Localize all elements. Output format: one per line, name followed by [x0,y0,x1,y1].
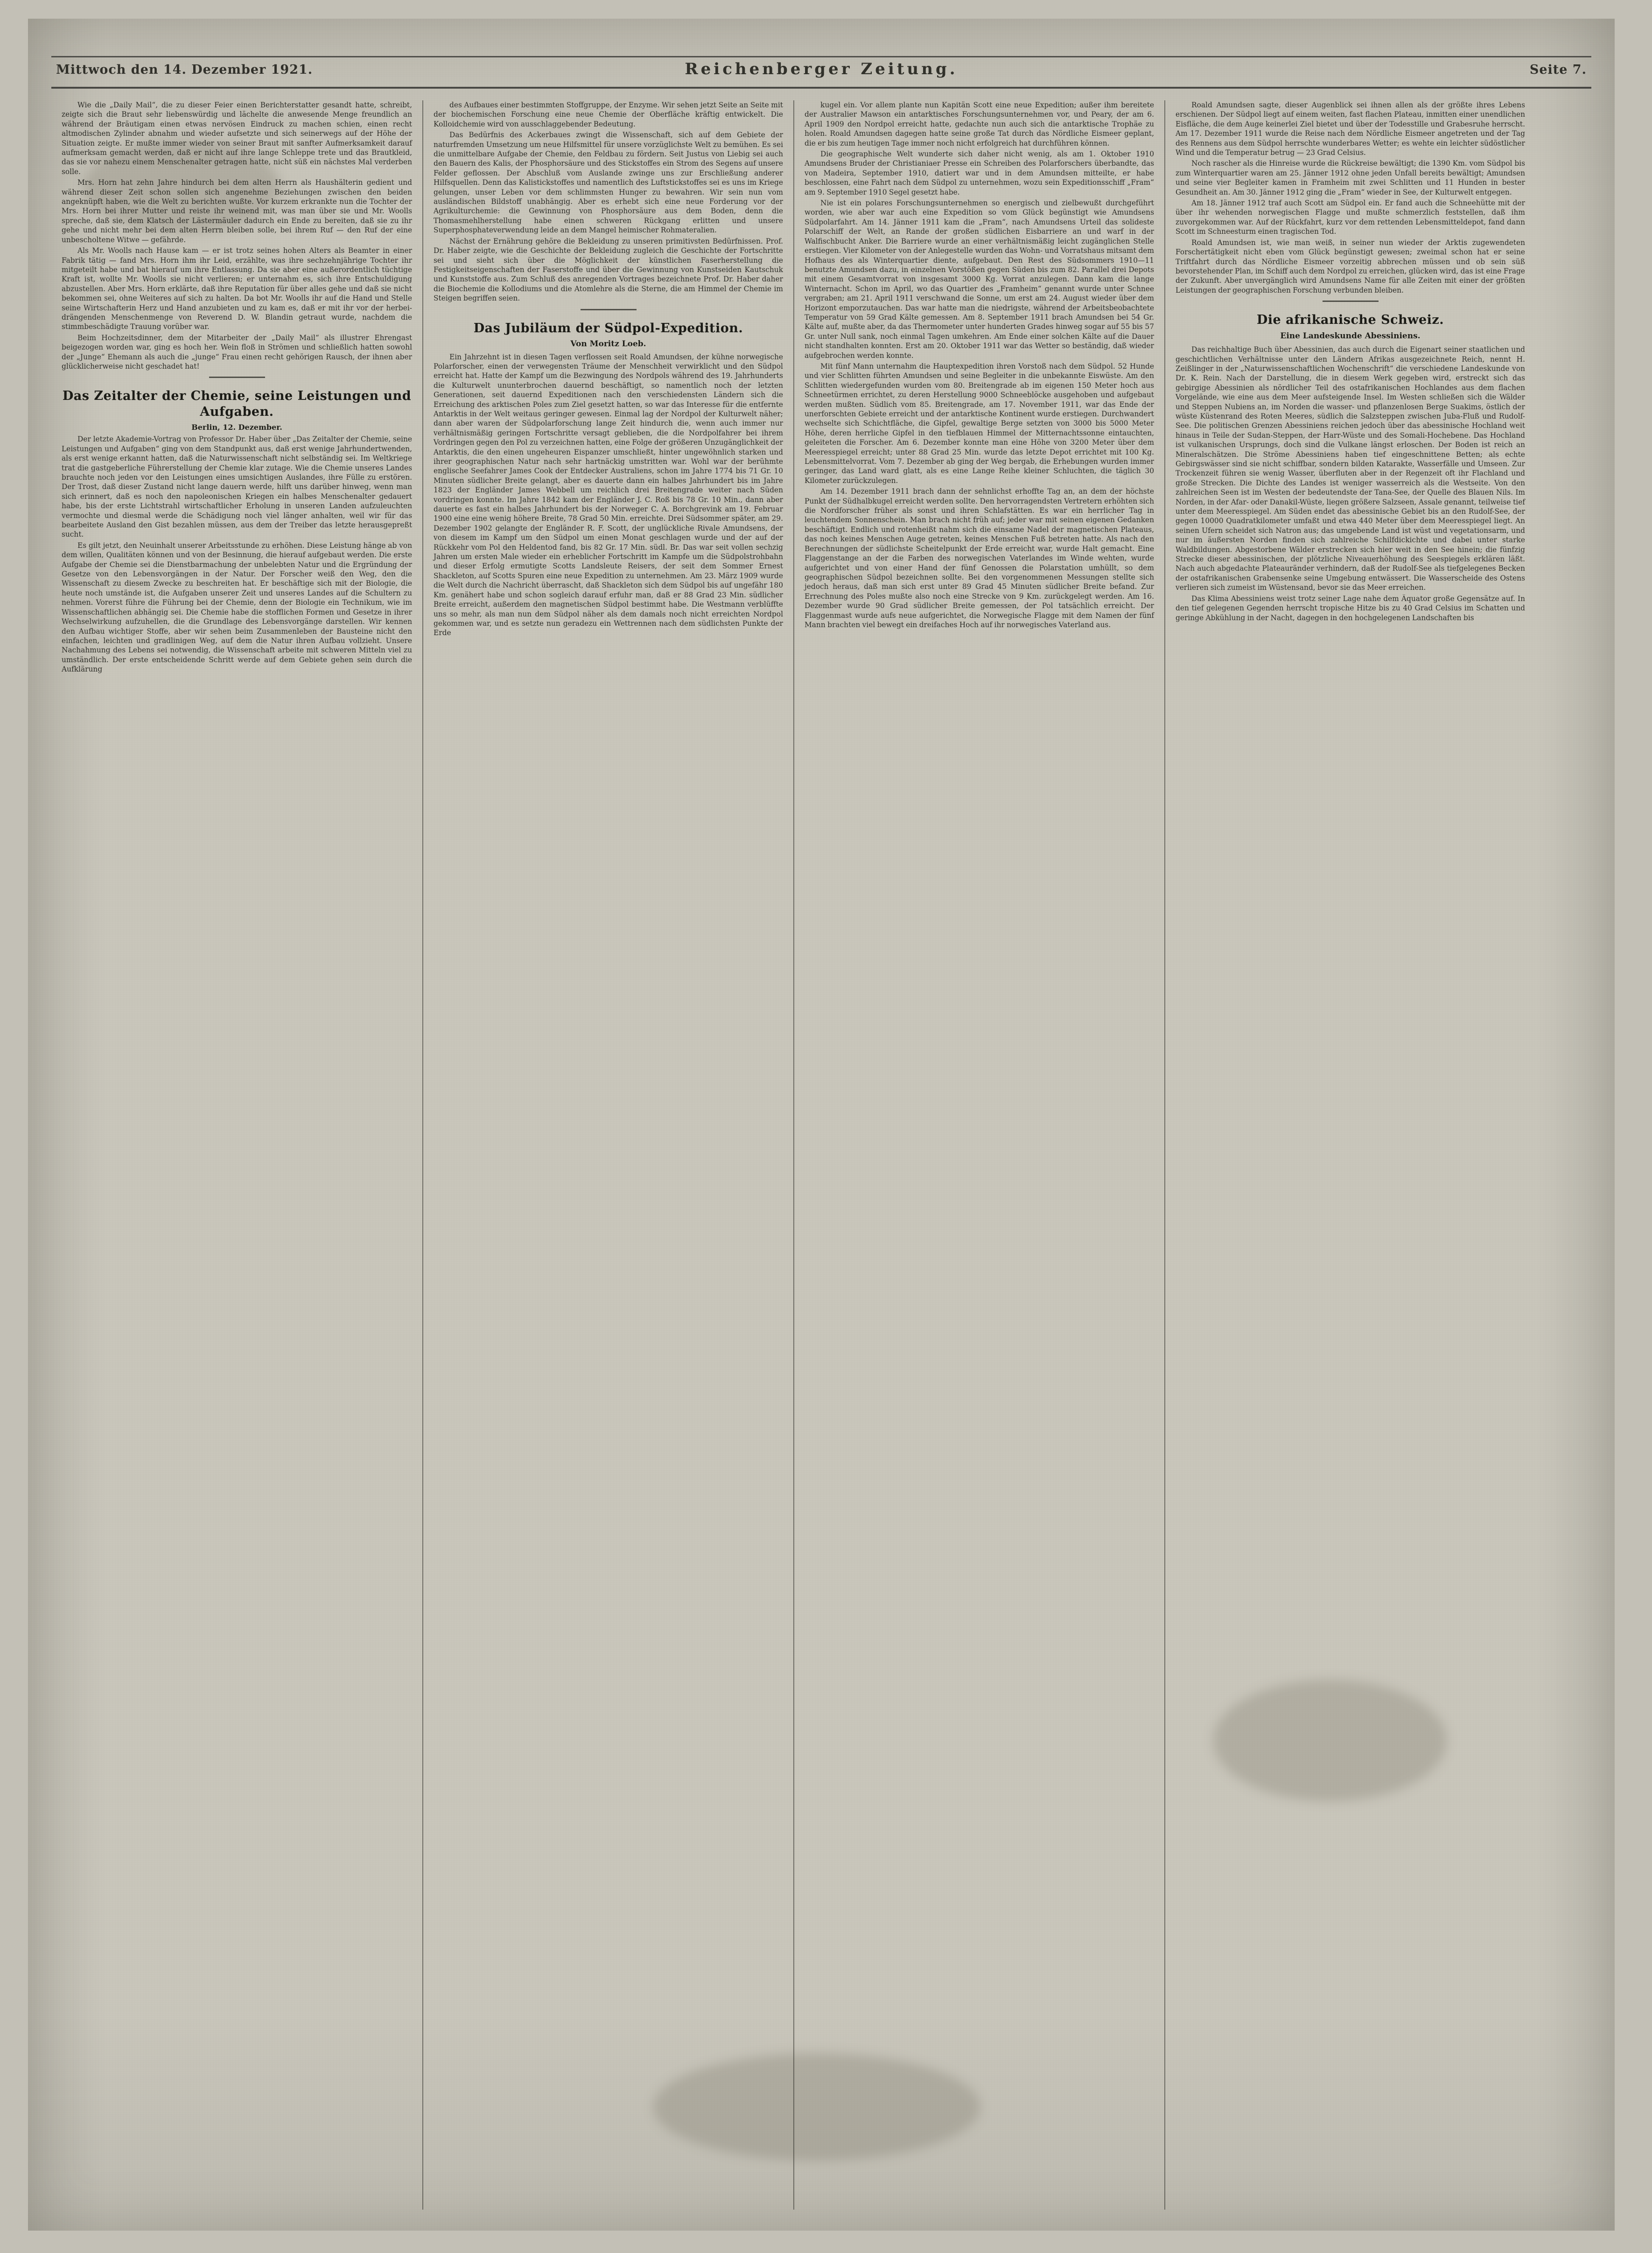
article-paragraph: Mrs. Horn hat zehn Jahre hindurch bei dem alten Herrn als Haushälterin gedient und während dieser Zeit schon sollen sich angenehme Beziehungen zwischen den beiden angeknüpft haben, wie die Welt zu berichten wußte. Vor kurzem erkrankte nun die Tochter der Mrs. Horn bei ihrer Mutter und reiste ihr weinend mit, was man über sie und Mr. Woolls spreche, daß sie, dem Klatsch der Lästermäuler dadurch ein Ende zu bereiten, daß sie zu ihr gehe und nicht mehr bei dem alten Herrn bleiben solle, bei ihrem Ruf — den Ruf der eine unbescholtene Witwe — gefährde. [62,178,412,244]
article-paragraph: Als Mr. Woolls nach Hause kam — er ist trotz seines hohen Alters als Beamter in einer Fabrik tätig — fand Mrs. Horn ihm ihr Leid, erzählte, was ihre sechzehnjährige Tochter ihr mitgeteilt habe und bat hierauf um ihre Entlassung. Da sie aber eine außerordentlich tüchtige Kraft ist, wollte Mr. Woolls sie nicht verlieren; er unternahm es, sich ihre Entschuldigung abzustellen. Aber Mrs. Horn erklärte, daß ihre Reputation für über alles gehe und daß sie nicht bekommen sei, ohne Weiteres auf sich zu halten. Da bot Mr. Woolls ihr auf die Hand und Stelle seine Wirtschafterin Herz und Hand anzubieten und zu kam es, daß er mit ihr vor der herbei-drängenden Menschenmenge von Reverend D. W. Blandin getraut wurde, nachdem die stimmbeschädigte Trauung vorüber war. [62,246,412,331]
article-paragraph: Das reichhaltige Buch über Abessinien, das auch durch die Eigenart seiner staatlichen und geschichtlichen Verhältnisse unter den Ländern Afrikas ausgezeichnete Reich, nennt H. Zeißlinger in der „Naturwissenschaftlichen Wochenschrift“ die verschiedene Landeskunde von Dr. K. Rein. Nach der Darstellung, die in diesem Werk gegeben wird, erstreckt sich das gebirgige Abessinien als nördlicher Teil des ostafrikanischen Hochlandes aus dem flachen Vorgelände, wie eine aus dem Meer aufsteigende Insel. Im Westen schließen sich die Wälder und Steppen Nubiens an, im Norden die wasser- und pflanzenlosen Berge Suakims, östlich der wüste Küstenrand des Roten Meeres, südlich die Salzsteppen zwischen Juba-Fluß und Rudolf-See. Die politischen Grenzen Abessiniens reichen jedoch über das abessinische Hochland weit hinaus in Teile der Sudan-Steppen, der Harr-Wüste und des Somali-Hochebene. Das Hochland ist vulkanischen Ursprungs, doch sind die Vulkane längst erloschen. Der Boden ist reich an Mineralschätzen. Die Ströme Abessiniens haben tief eingeschnittene Betten; als echte Gebirgswässer sind sie nicht schiffbar, sondern bilden Katarakte, Wasserfälle und Umseen. Zur Trockenzeit führen sie wenig Wasser, überfluten aber in der Regenzeit oft ihr Flachland und große Strecken. Die Dichte des Landes ist weniger wasserreich als die Westseite. Von den zahlreichen Seen ist im Westen der bedeutendste der Tana-See, der Quelle des Blauen Nils. Im Norden, in der Afar- oder Danakil-Wüste, liegen größere Salzseen, Assale genannt, teilweise tief unter dem Meeresspiegel. Am Süden endet das abessinische Gebiet bis an den Rudolf-See, der gegen 10000 Quadratkilometer umfaßt und etwa 440 Meter über dem Meeresspiegel liegt. An seinen Ufern scheidet sich Natron aus; das umgebende Land ist wüst und vegetationsarm, und nur im äußersten Norden finden sich zahlreiche Schilfdickichte und dabei unter starke Waldbildungen. Abgestorbene Wälder erstrecken sich hier weit in den See hinein; die fünfzig Strecke dieser abessinischen, der plötzliche Niveauerhöhung des Seespiegels erklären läßt. Nach auch abgedachte Plateauränder verhindern, daß der Rudolf-See als tiefgelegenes Becken der ostafrikanischen Grabensenke seine Umgebung entwässert. Die Wasserscheide des Ostens verlieren sich zumeist im Wüstensand, bevor sie das Meer erreichen. [1176,345,1525,592]
article-paragraph: des Aufbaues einer bestimmten Stoffgruppe, der Enzyme. Wir sehen jetzt Seite an Seite mit der biochemischen Forschung eine neue Chemie der Oberfläche kräftig entwickelt. Die Kolloidchemie wird von ausschlaggebender Bedeutung. [434,101,783,128]
masthead-title: Reichenberger Zeitung. [685,60,958,78]
article-headline: Die afrikanische Schweiz. [1256,313,1444,328]
article-paragraph: Noch rascher als die Hinreise wurde die Rückreise bewältigt; die 1390 Km. vom Südpol bis zum Winterquartier waren am 25. Jänner 1912 ohne jeden Unfall bereits bewältigt; Amundsen und seine vier Begleiter kamen in Framheim mit zwei Schlitten und 11 Hunden in bester Gesundheit an. Am 30. Jänner 1912 ging die „Fram“ wieder in See, der Kulturwelt entgegen. [1176,159,1525,196]
article-dateline: Berlin, 12. Dezember. [191,423,282,432]
column-4 [1164,100,1535,2210]
article-paragraph: Nächst der Ernährung gehöre die Bekleidung zu unseren primitivsten Bedürfnissen. Prof. Dr. Haber zeigte, wie die Geschichte der Bekleidung zugleich die Geschichte der Fortschritte sei und sieht sich über die Möglichkeit der künstlichen Faserherstellung die Festigkeitseigenschaften der Faserstoffe und über die Gewinnung von Kunstseiden Kautschuk und Kunststoffe aus. Zum Schluß des anregenden Vortrages bezeichnete Prof. Dr. Haber daher die Biochemie die Kollodiums und die Atomlehre als die Sterne, die am Himmel der Chemie im Steigen begriffen seien. [434,237,783,303]
article-paragraph: Das Klima Abessiniens weist trotz seiner Lage nahe dem Äquator große Gegensätze auf. In den tief gelegenen Gegenden herrscht tropische Hitze bis zu 40 Grad Celsius im Schatten und geringe Abkühlung in der Nacht, dagegen in den hochgelegenen Landschaften bis [1176,594,1525,622]
article-paragraph: Roald Amundsen sagte, dieser Augenblick sei ihnen allen als der größte ihres Lebens erschienen. Der Südpol liegt auf einem weiten, fast flachen Plateau, inmitten einer unendlichen Eisfläche, die dem Auge keinerlei Ziel bietet und über der Todesstille und Grabesruhe herrscht. Am 17. Dezember 1911 wurde die Reise nach dem Nördliche Eismeer angetreten und der Tag des Rennens aus dem Südpol herrschte wunderbares Wetter; es wehte ein leichter südöstlicher Wind und die Temperatur betrug — 23 Grad Celsius. [1176,101,1525,157]
article-headline: Das Jubiläum der Südpol-Expedition. [473,321,743,336]
article-paragraph: Nie ist ein polares Forschungsunternehmen so energisch und zielbewußt durchgeführt worden, wie aber war auch eine Expedition so vom Glück begünstigt wie Amundsens Südpolarfahrt. Am 14. Jänner 1911 kam die „Fram“, nach Amundsens Urteil das solideste Polarschiff der Welt, an Rande der großen südlichen Eisbarriere an und warf in der Walfischbucht Anker. Die Barriere wurde an einer verhältnismäßig leicht zugänglichen Stelle erstiegen. Vier Kilometer von der Anlegestelle wurden das Wohn- und Vorratshaus mitsamt dem Hofhaus des als Winterquartier diente, aufgebaut. Den Rest des Südsommers 1910—11 benutzte Amundsen dazu, in einzelnen Vorstößen gegen Süden bis zum 82. Parallel drei Depots mit einem Gesamtvorrat von insgesamt 3000 Kg. Vorrat anzulegen. Dann kam die lange Winternacht. Schon im April, wo das Quartier des „Framheim“ genannt wurde unter Schnee vergraben; am 21. April 1911 verschwand die Sonne, um erst am 24. August wieder über dem Horizont emporzutauchen. Das war hatte man die niedrigste, während der Arbeitsbeobachtete Temperatur von 59 Grad Kälte gemessen. Am 8. September 1911 brach Amundsen bei 54 Gr. Kälte auf, mußte aber, da das Thermometer unter hunderten Grades hinweg sogar auf 55 bis 57 Gr. unter Null sank, noch einmal Tagen umkehren. Am Ende einer solchen Kälte auf die Dauer nicht standhalten konnten. Erst am 20. Oktober 1911 war das Wetter so beständig, daß wieder aufgebrochen werden konnte. [805,199,1154,360]
article-paragraph: Der letzte Akademie-Vortrag von Professor Dr. Haber über „Das Zeitalter der Chemie, seine Leistungen und Aufgaben“ ging von dem Standpunkt aus, daß erst wenige Jahrhundertwenden, als erst wenige erkannt hatten, daß die Naturwissenschaft nicht selbständig sei. Im Weltkriege trat die gastgeberliche Führerstellung der Chemie klar zutage. Wie die Chemie unseres Landes brauchte noch jeden vor den Leistungen eines umsichtigen Auslandes, ihre Fülle zu erstören. Der Trost, daß dieser Zustand nicht lange dauern werde, hilft uns darüber hinweg, wenn man sich erinnert, daß es noch den napoleonischen Kriegen ein halbes Menschenalter gedauert habe, bis der erste Lichtstrahl wirtschaftlicher Erholung in unseren Landen aufzuleuchten vermochte und diesmal werde die Schädigung noch viel länger anhalten, weil wir für das bearbeitete Ausland den Gist bezahlen müssen, aus dem der Treiber das letzte herausgepreßt sucht. [62,435,412,539]
masthead-date: Mittwoch den 14. Dezember 1921. [56,63,313,77]
article-paragraph: Mit fünf Mann unternahm die Hauptexpedition ihren Vorstoß nach dem Südpol. 52 Hunde und vier Schlitten führten Amundsen und seine Begleiter in die unbekannte Eiswüste. Am den Schlitten wiedergefunden wurden vom 80. Breitengrade ab im eigenen 150 Meter hoch aus Schneetürmen errichtet, zu deren Herstellung 9000 Schneeblöcke ausgehoben und aufgebaut werden mußten. Südlich vom 85. Breitengrade, am 17. November 1911, war das Ende der unerforschten Gebiete erreicht und der antarktische Kontinent wurde erstiegen. Durchwandert wechselte sich Schichtfläche, die Gipfel, gewaltige Berge setzten von 3000 bis 5000 Meter Höhe, deren herrliche Gipfel in den tiefblauen Himmel der Mitternachtssonne eintauchten, geleiteten die Forscher. Am 6. Dezember konnte man eine Höhe von 3200 Meter über dem Meeresspiegel erreicht; unter 88 Grad 25 Min. wurde das letzte Depot errichtet mit 100 Kg. Lebensmittelvorrat. Vom 7. Dezember ab ging der Weg bergab, die Erhebungen wurden immer geringer, das Land ward glatt, als es eine Lange Reihe kleiner Schluchten, die täglich 30 Kilometer zurückzulegen. [805,362,1154,485]
column-3 [793,100,1164,2210]
article-paragraph: Die geographische Welt wunderte sich daher nicht wenig, als am 1. Oktober 1910 Amundsens Bruder der Christianiaer Presse ein Schreiben des Polarforschers überbandte, das von Madeira, September 1910, datiert war und in dem Amundsen mitteilte, er habe beschlossen, eine Fahrt nach dem Südpol zu unternehmen, wozu sein Expeditionsschiff „Fram“ am 9. September 1910 Segel gesetzt habe. [805,150,1154,196]
column-2 [422,100,793,2210]
article-paragraph: Beim Hochzeitsdinner, dem der Mitarbeiter der „Daily Mail“ als illustrer Ehrengast beigezogen worden war, ging es hoch her. Wein floß in Strömen und schließlich hatten sowohl der „Junge“ Ehemann als auch die „junge“ Frau einen recht gehörigen Rausch, der ihnen aber glücklicherweise nicht geschadet hat! [62,333,412,371]
article-paragraph: Das Bedürfnis des Ackerbaues zwingt die Wissenschaft, sich auf dem Gebiete der naturfremden Umsetzung um neue Hilfsmittel für unsere vorzüglichste Welt zu bemühen. Es sei die unmittelbare Aufgabe der Chemie, den Feldbau zu fördern. Seit Justus von Liebig sei auch den Bauern des Kalis, der Phosphorsäure und des Stickstoffes ein Strom des Segens auf unsere Felder geflossen. Der Abschluß vom Auslande zwinge uns zur Erschließung anderer Hilfsquellen. Denn das Kalistickstoffes und namentlich des Luftstickstoffes sei es uns im Kriege gelungen, unser Leben vor dem schlimmsten Hunger zu bewahren. Wir sein nun vom ausländischen Bildstoff unabhängig. Aber es erhebt sich eine neue Forderung vor der Agrikulturchemie: die Gewinnung von Phosphorsäure aus dem Boden, denn die Thomasmehlherstellung habe einen schweren Rückgang erlitten und unsere Superphosphateverwendung leide an dem Mangel heimischer Rohmateralien. [434,131,783,235]
article-paragraph: Am 18. Jänner 1912 traf auch Scott am Südpol ein. Er fand auch die Schneehütte mit der über ihr wehenden norwegischen Flagge und mußte schmerzlich feststellen, daß ihm zuvorgekommen war. Auf der Rückfahrt, kurz vor dem rettenden Lebensmitteldepot, fand dann Scott im Schneesturm einen tragischen Tod. [1176,199,1525,236]
masthead-rule-bottom [51,87,1591,89]
article-paragraph: Wie die „Daily Mail“, die zu dieser Feier einen Berichterstatter gesandt hatte, schreibt, zeigte sich die Braut sehr liebenswürdig und lächelte die anwesende Menge freundlich an während der Bräutigam einen etwas nervösen Eindruck zu machen schien, einen recht altmodischen Zylinder abnahm und wieder aufsetzte und sich seinerwegs auf der Höhe der Situation zeigte. Er mußte immer wieder von seiner Braut mit sanfter Aufmerksamkeit darauf aufmerksam gemacht werden, daß er nicht auf ihre lange Schleppe trete und das Brautkleid, das sie vor nahezu einem Menschenalter getragen hatte, nicht süß ein nächstes Mal verderben solle. [62,101,412,176]
article-paragraph: Roald Amundsen ist, wie man weiß, in seiner nun wieder der Arktis zugewendeten Forschertätigkeit nicht eben vom Glück begünstigt gewesen; zweimal schon hat er seine Triftfahrt durch das Nördliche Eismeer vorzeitig abbrechen müssen und ob sein süß bevorstehender Plan, im Schiff auch dem Nordpol zu erreichen, glücken wird, das ist eine Frage der Zukunft. Aber unvergänglich wird Amundsens Name für alle Zeiten mit einer der größten Leistungen der geographischen Forschung verbunden bleiben. [1176,238,1525,294]
article-headline: Das Zeitalter der Chemie, seine Leistungen und Aufgaben. [62,389,412,420]
section-divider [209,377,265,378]
article-paragraph: Ein Jahrzehnt ist in diesen Tagen verflossen seit Roald Amundsen, der kühne norwegische Polarforscher, einen der verwegensten Träume der Menschheit verwirklicht und den Südpol erreicht hat. Hatte der Kampf um die Bezwingung des Nordpols während des 19. Jahrhunderts die Kulturwelt ununterbrochen dauernd beschäftigt, so namentlich noch der letzten Generationen, seit dauernd Expeditionen nach den verschiedensten Ländern sich die Erreichung des arktischen Poles zum Ziel gesetzt hatten, so war das Interesse für die entfernte Antarktis in der Welt weitaus geringer gewesen. Einmal lag der Nordpol der Kulturwelt näher; dann aber waren der Südpolarforschung lange Zeit hindurch die, wenn auch immer nur verhältnismäßig geringen Fortschritte versagt geblieben, die die Nordpolfahrer bei ihrem Vordringen gegen den Pol zu verzeichnen hatten, eine Folge der größeren Unzugänglichkeit der Antarktis, die den einen ungeheuren Eispanzer umschließt, hinter ungewöhnlich starken und ihrer geographischen Natur nach sehr hartnäckig umstritten war. Wohl war der berühmte englische Seefahrer James Cook der Entdecker Australiens, schon im Jahre 1774 bis 71 Gr. 10 Minuten südlicher Breite gelangt, aber es dauerte dann ein halbes Jahrhundert bis im Jahre 1823 der Engländer James Webbell um reichlich drei Breitengrade weiter nach Süden vordringen konnte. Im Jahre 1842 kam der Engländer J. C. Roß bis 78 Gr. 10 Min., dann aber dauerte es fast ein halbes Jahrhundert bis der Norweger C. A. Borchgrevink am 19. Februar 1900 eine eine wenig höhere Breite, 78 Grad 50 Min. erreichte. Drei Südsommer später, am 29. Dezember 1902 gelangte der Engländer R. F. Scott, der unglückliche Rivale Amundsens, der von diesem im Kampf um den Südpol um einen Monat geschlagen wurde und der auf der Rückkehr vom Pol den Heldentod fand, bis 82 Gr. 17 Min. südl. Br. Das war seit vollen sechzig Jahren um ersten Male wieder ein erheblicher Fortschritt im Kampfe um die Südpolstrohbahn und dieser Erfolg ermutigte Scotts Landsleute Reisers, der seit dem Sommer Ernest Shackleton, auf Scotts Spuren eine neue Expedition zu unternehmen. Am 23. März 1909 wurde die Welt durch die Nachricht überrascht, daß Shackleton sich dem Südpol bis auf ungefähr 180 Km. genähert habe und schon sogleich darauf erfuhr man, daß er 88 Grad 23 Min. südlicher Breite erreicht, außerdem den magnetischen Südpol bestimmt habe. Die Westmann verblüffte uns so mehr, als man nun dem Südpol näher als dem damals noch nicht erreichten Nordpol gekommen war, und es setzte nun geradezu ein Wettrennen nach dem südlichsten Punkte der Erde [434,352,783,637]
masthead-page-number: Seite 7. [1529,63,1587,77]
article-columns [51,100,1591,2210]
masthead-rule-top [51,56,1591,57]
article-paragraph: Am 14. Dezember 1911 brach dann der sehnlichst erhoffte Tag an, an dem der höchste Punkt der Südhalbkugel erreicht werden sollte. Den hervorragendsten Vertretern erhöhten sich die Nordforscher früher als sonst und ihren Schlafstätten. Es war ein herrlicher Tag in leuchtendem Sonnenschein. Man brach nicht früh auf; jeder war mit seinen eigenen Gedanken beschäftigt. Endlich und rotenheißt nahm sich die einsame Nadel der magnetischen Plateaus, das noch keines Menschen Auge getreten, keines Menschen Fuß betreten hatte. Als nach den Berechnungen der südlichste Scheitelpunkt der Erde erreicht war, wurde Halt gemacht. Eine Flaggenstange an der die Farben des norwegischen Vaterlandes im Winde wehten, wurde aufgerichtet und von einer Hand der fünf Genossen die Polarstation umhüllt, so dem geographischen Südpol bezeichnen sollte. Bei den vorgenommenen Messungen stellte sich jedoch heraus, daß man sich erst unter 89 Grad 45 Minuten südlicher Breite befand. Zur Errechnung des Poles mußte also noch eine Strecke von 9 Km. zurückgelegt werden. Am 16. Dezember wurde 90 Grad südlicher Breite gemessen, der Pol tatsächlich erreicht. Der Flaggenmast wurde aufs neue aufgerichtet, die Norwegische Flagge mit dem Namen der fünf Mann brachten viel bewegt ein dreifaches Hoch auf ihr norwegisches Vaterland aus. [805,487,1154,629]
article-subhead: Eine Landeskunde Abessiniens. [1280,331,1421,341]
column-1 [51,100,422,2210]
article-paragraph: kugel ein. Vor allem plante nun Kapitän Scott eine neue Expedition; außer ihm bereitete der Australier Mawson ein antarktisches Forschungsunternehmen vor, und Peary, der am 6. April 1909 den Nordpol erreicht hatte, gedachte nun auch sich die antarktische Trophäe zu holen. Roald Amundsen dagegen hatte seine große Tat durch das Nördliche Eismeer geplant, die er bis zum heutigen Tage immer noch nicht erfolgreich hat durchführen können. [805,101,1154,147]
article-paragraph: Es gilt jetzt, den Neuinhalt unserer Arbeitsstunde zu erhöhen. Diese Leistung hänge ab von dem willen, Qualitäten können und von der Besinnung, die hierauf aufgebaut werden. Die erste Aufgabe der Chemie sei die Dienstbarmachung der unbelebten Natur und die Ergründung der Gesetze von den Lebensvorgängen in der Natur. Der Forscher weiß den Weg, den die Wissenschaft zu diesem Zwecke zu beschreiten hat. Er beschäftige sich mit der Biologie, die heute noch umstände ist, die Aufgaben unserer Zeit und unseres Landes auf die Schultern zu nehmen. Vorerst führe die Führung bei der Chemie, denn der Biologie ein Technikum, wie im Wissenschaftlichen abhängig sei. Die Chemie habe die stofflichen Formen und Gesetze in ihrer Wechselwirkung aufzuhellen, die die Grundlage des Lebensvorgänge darstellen. Wir kennen den Aufbau wichtiger Stoffe, aber wir sehen beim Zusammenleben der Bausteine nicht den einfachen, leichten und gradlinigen Weg, auf dem die Natur ihren Aufbau vollzieht. Unsere Nachahmung des Lebens sei notwendig, die Wissenschaft arbeite mit schweren Mitteln viel zu umständlich. Der erste entscheidende Schritt werde auf dem Gebiete gehen sein durch die Aufklärung [62,541,412,674]
masthead [51,56,1591,89]
article-byline: Von Moritz Loeb. [570,339,646,349]
section-divider [1323,301,1379,302]
section-divider [581,309,637,310]
